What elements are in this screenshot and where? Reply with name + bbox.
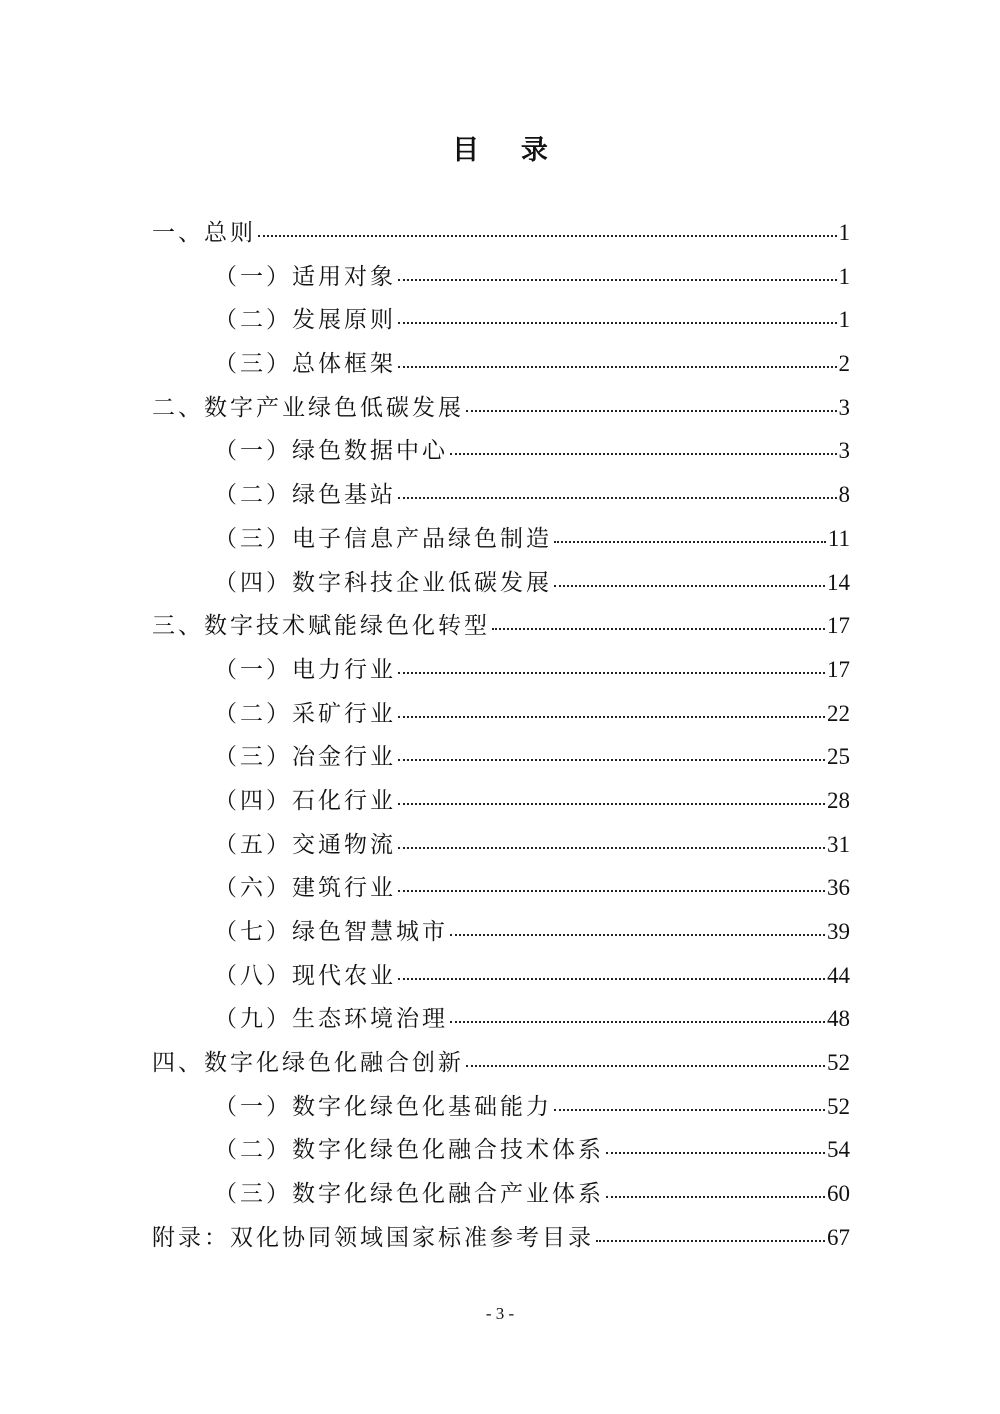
- toc-entry[interactable]: [152, 214, 850, 258]
- toc-entry-label: （一）数字化绿色化基础能力: [214, 1093, 552, 1120]
- toc-entry[interactable]: [152, 1000, 850, 1044]
- page-title: 目 录: [452, 135, 565, 166]
- toc-entry-page: 39: [827, 919, 850, 944]
- dot-leader: [398, 978, 825, 980]
- toc-entry-page: 28: [827, 787, 850, 813]
- dot-leader: [398, 890, 825, 892]
- dot-leader: [450, 453, 837, 455]
- dot-leader: [450, 1021, 825, 1023]
- toc-entry-page: 3: [838, 438, 850, 464]
- toc-entry-page: 1: [838, 307, 850, 333]
- dot-leader: [554, 1109, 825, 1111]
- toc-entry-page: 60: [827, 1181, 850, 1207]
- toc-entry-page: 17: [827, 656, 850, 682]
- dot-leader: [398, 279, 837, 281]
- dot-leader: [258, 235, 837, 237]
- dot-leader: [398, 497, 837, 499]
- toc-entry[interactable]: [152, 607, 850, 651]
- dot-leader: [466, 1065, 825, 1067]
- page-number-footer: - 3 -: [485, 1304, 515, 1323]
- toc-entry-page: 36: [827, 875, 850, 901]
- toc-entry[interactable]: [152, 564, 850, 608]
- toc-entry[interactable]: [152, 520, 850, 564]
- toc-entry-page: 8: [838, 482, 850, 508]
- toc-entry[interactable]: [152, 301, 850, 345]
- dot-leader: [398, 803, 825, 805]
- toc-entry[interactable]: [152, 476, 850, 520]
- toc-entry[interactable]: [152, 1044, 850, 1088]
- dot-leader: [492, 628, 825, 630]
- dot-leader: [606, 1196, 825, 1198]
- toc-entry-page: 1: [838, 263, 850, 289]
- toc-entry[interactable]: [152, 869, 850, 913]
- toc-entry-page: 31: [827, 831, 850, 857]
- toc-entry-page: 54: [827, 1137, 850, 1163]
- toc-entry-label: （二）采矿行业: [214, 700, 396, 727]
- toc-entry[interactable]: [152, 957, 850, 1001]
- toc-entry-label: 附录：双化协同领域国家标准参考目录: [152, 1224, 594, 1251]
- toc-entry-label: （三）数字化绿色化融合产业体系: [214, 1181, 604, 1208]
- toc-entry-label: （二）发展原则: [214, 307, 396, 334]
- toc-entry[interactable]: [152, 738, 850, 782]
- toc-entry-page: 44: [827, 962, 850, 988]
- toc-entry[interactable]: [152, 1175, 850, 1219]
- dot-leader: [554, 585, 825, 587]
- toc-entry-page: 11: [827, 525, 850, 551]
- toc-entry-label: 三、数字技术赋能绿色化转型: [152, 613, 490, 640]
- toc-entry-label: （三）总体框架: [214, 351, 396, 378]
- dot-leader: [596, 1240, 825, 1242]
- toc-entry[interactable]: [152, 782, 850, 826]
- toc-entry-label: （二）绿色基站: [214, 482, 396, 509]
- toc-entry-page: 22: [827, 700, 850, 726]
- toc-entry-page: 17: [827, 613, 850, 639]
- table-of-contents: [152, 214, 850, 1263]
- toc-entry-label: （一）绿色数据中心: [214, 438, 448, 465]
- toc-entry[interactable]: [152, 651, 850, 695]
- toc-entry-label: （三）电子信息产品绿色制造: [214, 525, 552, 552]
- dot-leader: [398, 322, 837, 324]
- toc-entry-label: （二）数字化绿色化融合技术体系: [214, 1137, 604, 1164]
- dot-leader: [606, 1152, 825, 1154]
- toc-entry[interactable]: [152, 345, 850, 389]
- toc-entry[interactable]: [152, 1131, 850, 1175]
- dot-leader: [554, 541, 826, 543]
- toc-entry-label: （六）建筑行业: [214, 875, 396, 902]
- toc-entry-page: 52: [827, 1093, 850, 1119]
- toc-entry-page: 3: [838, 394, 850, 420]
- toc-entry-label: （五）交通物流: [214, 831, 396, 858]
- toc-entry[interactable]: [152, 1088, 850, 1132]
- toc-entry-label: （七）绿色智慧城市: [214, 919, 448, 945]
- toc-entry[interactable]: [152, 913, 850, 957]
- dot-leader: [398, 716, 825, 718]
- toc-entry-label: （八）现代农业: [214, 962, 396, 989]
- toc-entry[interactable]: [152, 258, 850, 302]
- toc-entry-label: 二、数字产业绿色低碳发展: [152, 394, 464, 421]
- toc-entry[interactable]: [152, 432, 850, 476]
- toc-entry-page: 25: [827, 744, 850, 770]
- toc-entry[interactable]: [152, 695, 850, 739]
- dot-leader: [398, 847, 825, 849]
- toc-entry-page: 2: [838, 351, 850, 377]
- dot-leader: [450, 934, 825, 936]
- toc-entry-page: 67: [827, 1224, 850, 1250]
- dot-leader: [398, 672, 825, 674]
- toc-entry-label: （三）冶金行业: [214, 744, 396, 771]
- toc-entry-page: 48: [827, 1006, 850, 1032]
- dot-leader: [398, 759, 825, 761]
- toc-entry-label: （九）生态环境治理: [214, 1006, 448, 1033]
- toc-entry-label: （四）石化行业: [214, 787, 396, 814]
- toc-entry-page: 52: [827, 1050, 850, 1076]
- toc-entry-label: （四）数字科技企业低碳发展: [214, 569, 552, 596]
- toc-entry[interactable]: [152, 1219, 850, 1263]
- toc-entry-page: 14: [827, 569, 850, 595]
- toc-entry-page: 1: [838, 220, 850, 245]
- toc-entry-label: （一）电力行业: [214, 656, 396, 683]
- dot-leader: [398, 366, 837, 368]
- toc-entry-label: 一、总则: [152, 220, 256, 246]
- toc-entry[interactable]: [152, 826, 850, 870]
- dot-leader: [466, 410, 837, 412]
- toc-entry-label: （一）适用对象: [214, 263, 396, 290]
- toc-entry[interactable]: [152, 389, 850, 433]
- toc-entry-label: 四、数字化绿色化融合创新: [152, 1050, 464, 1077]
